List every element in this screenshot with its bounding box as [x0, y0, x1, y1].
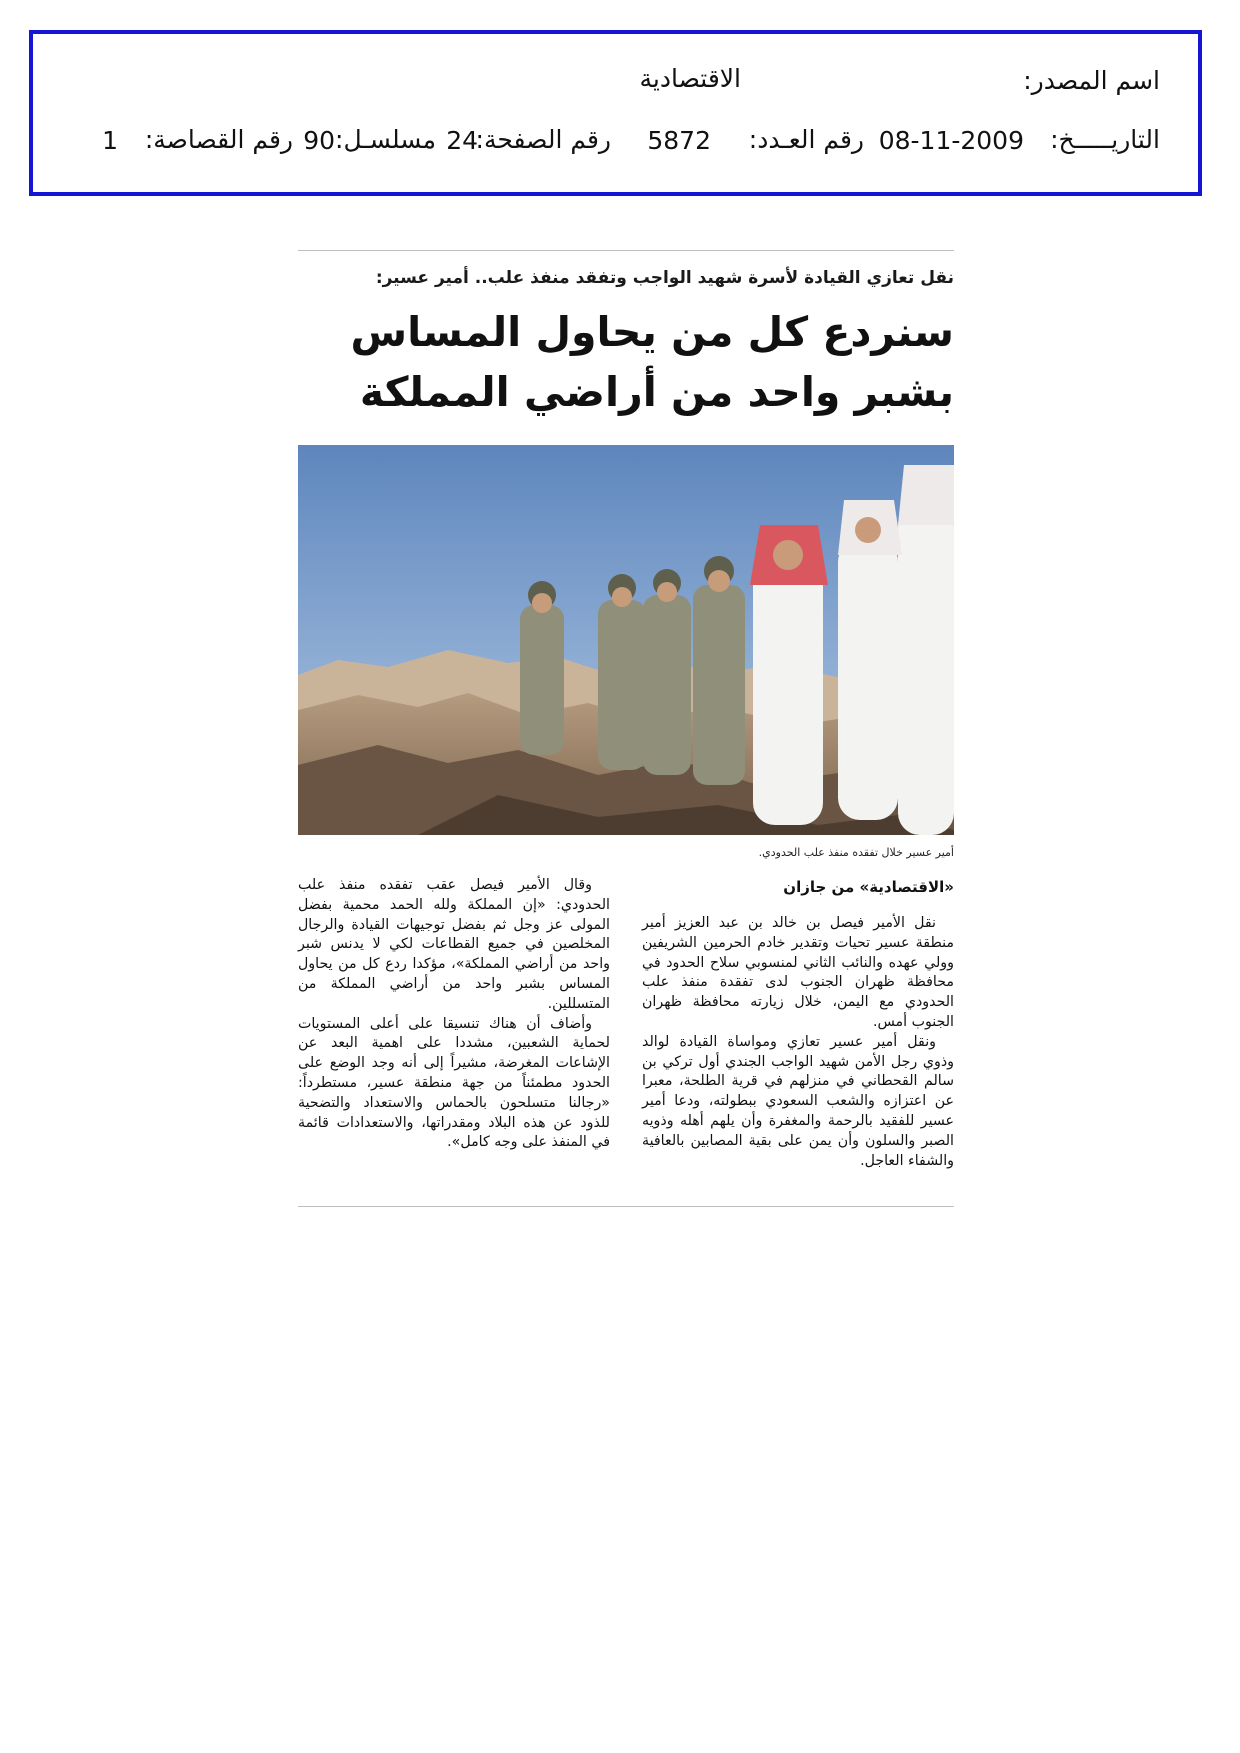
clipping-info-box: [29, 30, 1202, 196]
date-label: التاريـــــخ:: [1050, 125, 1160, 154]
article-photo: [298, 445, 954, 835]
paragraph: وأضاف أن هناك تنسيقا على أعلى المستويات لحماية الشعبين، مشددا على اهمية البعد عن الإشاعات المغرضة، مشيراً إلى أنه وجد الوضع على الحدود مطمئناً من جهة منطقة عسير، مستطرداً: «رجالنا متسلحون بالحماس والاستعداد والتضحية للذود عن هذه البلاد ومقدراتها، والاستعدادات قائمة في المنفذ على وجه كامل».: [298, 1015, 610, 1151]
article-headline: سنردع كل من يحاول المساس بشبر واحد من أراضي المملكة: [350, 308, 954, 416]
date-value: 08-11-2009: [878, 126, 1024, 155]
article-byline: «الاقتصادية» من جازان: [783, 878, 954, 896]
clip-number-label: رقم القصاصة:: [144, 125, 293, 154]
issue-value: 5872: [647, 126, 711, 155]
page-label: رقم الصفحة:: [475, 125, 611, 154]
serial-label: مسلسـل:: [335, 125, 436, 154]
clip-number-value: 1: [102, 126, 118, 155]
newspaper-clipping: [298, 250, 954, 1210]
serial-value: 90: [303, 126, 335, 155]
border-visit-photo: [298, 445, 954, 835]
source-label: اسم المصدر:: [1023, 66, 1160, 95]
bottom-divider: [298, 1206, 954, 1207]
issue-label: رقم العـدد:: [748, 125, 864, 154]
paragraph: ونقل أمير عسير تعازي ومواساة القيادة لوالد وذوي رجل الأمن شهيد الواجب الجندي أول تركي بن سالم القحطاني في منزلهم في قرية الطلحة، معبرا عن اعتزازه والشعب السعودي ببطولته، ودعا أمير عسير للفقيد بالرحمة والمغفرة وأن يلهم أهله وذويه الصبر والسلون وأن يمن على بقية المصابين بالعافية والشفاء العاجل.: [642, 1033, 954, 1169]
source-value: الاقتصادية: [639, 64, 741, 93]
photo-caption: أمير عسير خلال تفقده منفذ علب الحدودي.: [758, 846, 954, 859]
article-column-left: [298, 876, 610, 1153]
page-value: 24: [446, 126, 478, 155]
paragraph: وقال الأمير فيصل عقب تفقده منفذ علب الحدودي: «إن المملكة ولله الحمد محمية بفضل المولى عز وجل ثم بفضل توجيهات القيادة والرجال المخلصين في جميع القطاعات لكي لا يدنس شبر واحد من أراضي المملكة»، مؤكدا ردع كل من يحاول المساس بشبر واحد من أراضي المملكة من المتسللين.: [298, 877, 610, 1012]
top-divider: [298, 250, 954, 251]
paragraph: نقل الأمير فيصل بن خالد بن عبد العزيز أمير منطقة عسير تحيات وتقدير خادم الحرمين الشريفين وولي عهده والنائب الثاني لمنسوبي سلاح الحدود في محافظة ظهران الجنوب لدى تفقدة منفذ علب الحدودي مع اليمن، خلال زيارته محافظة ظهران الجنوب أمس.: [642, 915, 954, 1030]
article-kicker: نقل تعازي القيادة لأسرة شهيد الواجب وتفقد منفذ علب.. أمير عسير:: [375, 268, 954, 288]
article-column-right: [642, 914, 954, 1171]
